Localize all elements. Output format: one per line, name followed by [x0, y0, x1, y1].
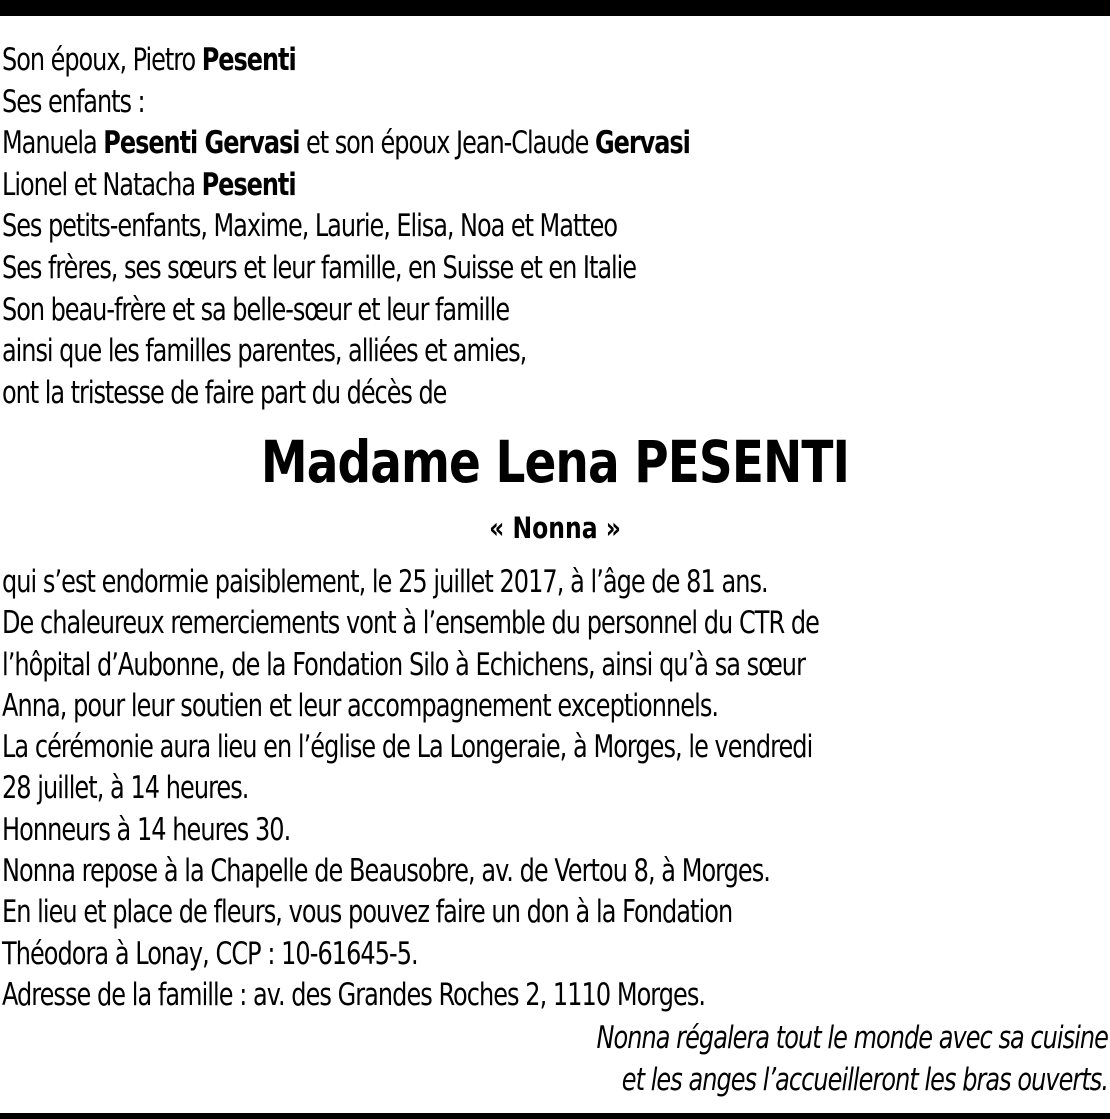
deceased-name: Madame Lena PESENTI: [260, 428, 850, 496]
grandchildren-line: Ses petits-enfants, Maxime, Laurie, Elisa, Noa et Matteo: [2, 208, 617, 245]
children-heading: Ses enfants :: [2, 83, 145, 120]
body-line: l’hôpital d’Aubonne, de la Fondation Silo à Echichens, ainsi qu’à sa sœur: [2, 646, 805, 683]
deceased-nickname: « Nonna »: [489, 511, 621, 545]
body-line: Nonna repose à la Chapelle de Beausobre, av. de Vertou 8, à Morges.: [2, 853, 770, 890]
body-line: En lieu et place de fleurs, vous pouvez faire un don à la Fondation: [2, 894, 733, 931]
child-line-2: Lionel et Natacha Pesenti: [2, 166, 296, 203]
body-line: 28 juillet, à 14 heures.: [2, 770, 249, 807]
in-laws-line: Son beau-frère et sa belle-sœur et leur famille: [2, 291, 510, 328]
top-rule: [0, 0, 1110, 16]
spouse-line: Son époux, Pietro Pesenti: [2, 42, 296, 78]
body-line: Théodora à Lonay, CCP : 10-61645-5.: [2, 935, 418, 972]
closing-quote: [2, 1018, 1108, 1101]
child-line-1: Manuela Pesenti Gervasi et son époux Jean-Claude Gervasi: [2, 125, 690, 162]
body-line: La cérémonie aura lieu en l’église de La Longeraie, à Morges, le vendredi: [2, 729, 813, 766]
relatives-line: ainsi que les familles parentes, alliées et amies,: [2, 333, 527, 370]
body-line: De chaleureux remerciements vont à l’ensemble du personnel du CTR de: [2, 605, 819, 642]
body-line: Adresse de la famille : av. des Grandes Roches 2, 1110 Morges.: [2, 976, 706, 1013]
siblings-line: Ses frères, ses sœurs et leur famille, en Suisse et en Italie: [2, 249, 636, 286]
bottom-rule: [0, 1113, 1110, 1119]
closing-line: et les anges l’accueilleront les bras ouverts.: [621, 1061, 1108, 1098]
announcement-line: ont la tristesse de faire part du décès de: [2, 374, 447, 411]
body-line: Honneurs à 14 heures 30.: [2, 811, 291, 848]
closing-line: Nonna régalera tout le monde avec sa cuisine: [596, 1020, 1108, 1056]
body-line: Anna, pour leur soutien et leur accompagnement exceptionnels.: [2, 687, 719, 724]
obituary-body: [2, 562, 1108, 1016]
family-announcement: [2, 40, 1108, 414]
body-line: qui s’est endormie paisiblement, le 25 juillet 2017, à l’âge de 81 ans.: [2, 564, 768, 600]
